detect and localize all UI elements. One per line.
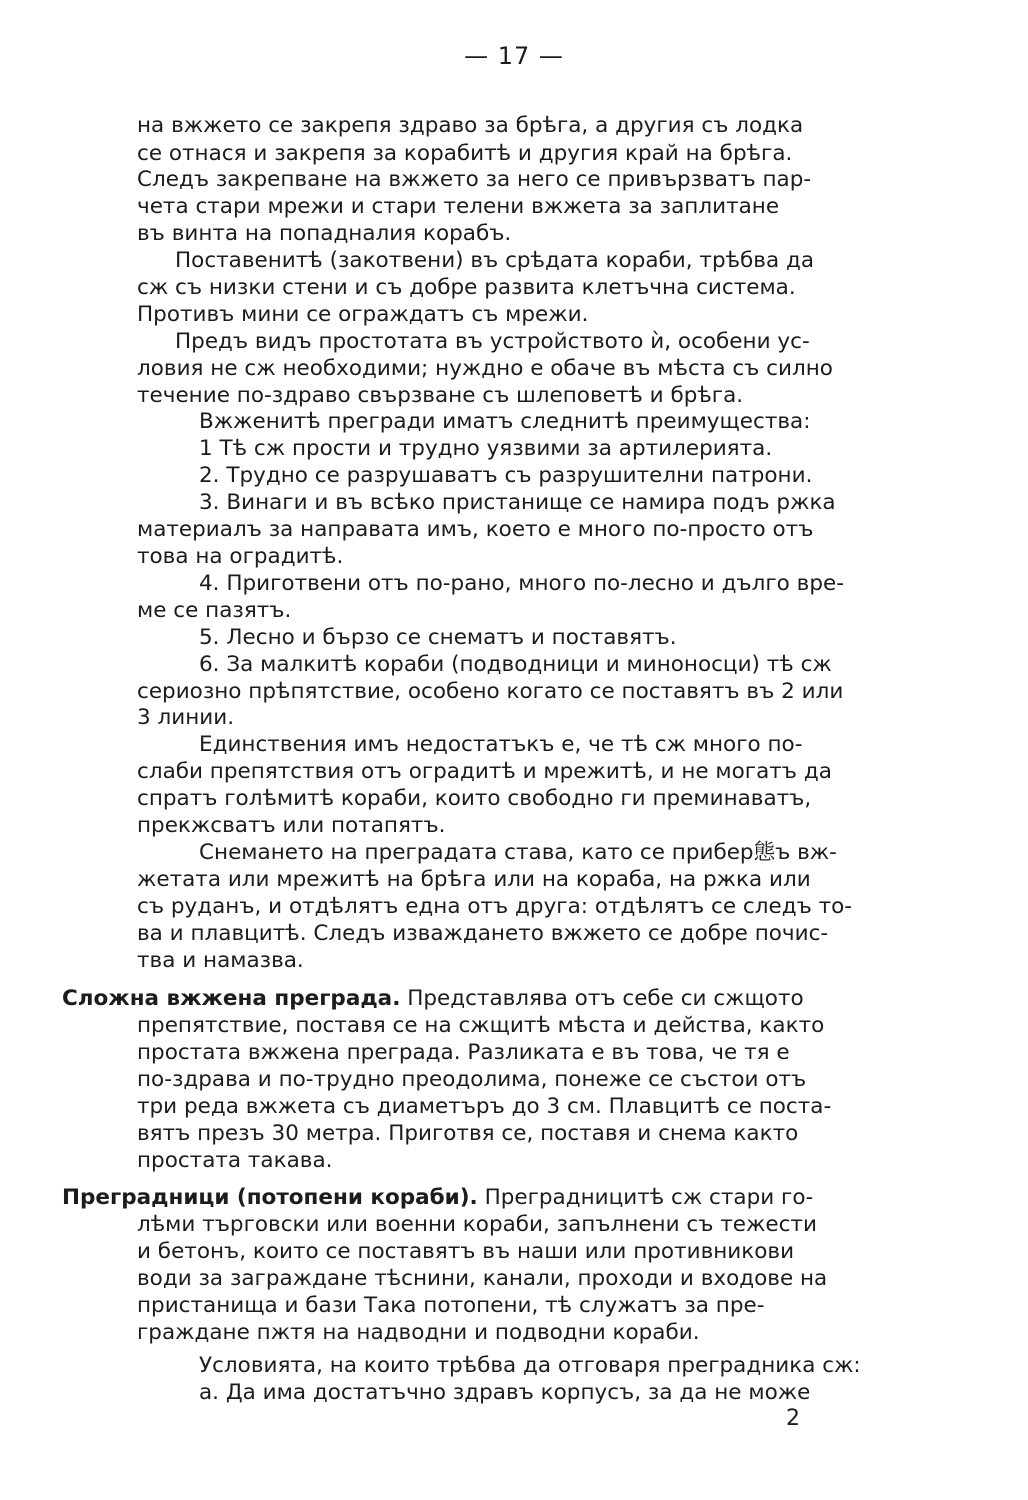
text-line: Условията, на които трѣбва да отговаря преградника сж: bbox=[199, 1353, 861, 1378]
text-line: съ руданъ, и отдѣлятъ една отъ друга: отдѣлятъ се следъ то- bbox=[137, 894, 853, 919]
text-line: а. Да има достатъчно здравъ корпусъ, за да не може bbox=[199, 1380, 811, 1405]
text-line: Вжженитѣ прегради иматъ следнитѣ преимущества: bbox=[199, 409, 811, 434]
text-line: вятъ презъ 30 метра. Приготвя се, поставя и снема както bbox=[137, 1121, 799, 1146]
text-line: препятствие, поставя се на сжщитѣ мѣста и действа, както bbox=[137, 1013, 825, 1038]
text-line: сж съ низки стени и съ добре развита клетъчна система. bbox=[137, 275, 796, 300]
text-line: Следъ закрепване на вжжето за него се привързватъ пар- bbox=[137, 167, 812, 192]
text-line: 3. Винаги и въ всѣко пристанище се намира подъ ржка bbox=[199, 490, 836, 515]
text-line: води за заграждане тѣснини, канали, проходи и входове на bbox=[137, 1266, 828, 1291]
text-line: три реда вжжета съ диаметъръ до 3 см. Плавцитѣ се поста- bbox=[137, 1094, 832, 1119]
section-heading: Преградници (потопени кораби). bbox=[62, 1185, 478, 1210]
text-line: спратъ голѣмитѣ кораби, които свободно ги преминаватъ, bbox=[137, 786, 812, 811]
text-line: Единствения имъ недостатъкъ е, че тѣ сж много по- bbox=[199, 732, 803, 757]
text-line: простата вжжена преграда. Разликата е въ това, че тя е bbox=[137, 1040, 790, 1065]
text-line: Поставенитѣ (закотвени) въ срѣдата кораби, трѣбва да bbox=[175, 248, 815, 273]
text-line: 1 Тѣ сж прости и трудно уязвими за артилерията. bbox=[199, 436, 773, 461]
text-line: лѣми търговски или военни кораби, запълнени съ тежести bbox=[137, 1212, 817, 1237]
text-line: 3 линии. bbox=[137, 705, 235, 730]
text-line: граждане пжтя на надводни и подводни кораби. bbox=[137, 1320, 700, 1345]
text-line: това на оградитѣ. bbox=[137, 544, 344, 569]
text-line: ва и плавцитѣ. Следъ изваждането вжжето се добре почис- bbox=[137, 921, 829, 946]
text-line: въ винта на попадналия корабъ. bbox=[137, 221, 512, 246]
text-line: 4. Приготвени отъ по-рано, много по-лесно и дълго вре- bbox=[199, 571, 844, 596]
text-line: по-здрава и по-трудно преодолима, понеже се състои отъ bbox=[137, 1067, 807, 1092]
text-line: слаби препятствия отъ оградитѣ и мрежитѣ, и не могатъ да bbox=[137, 759, 832, 784]
text-line: ловия не сж необходими; нуждно е обаче въ мѣста съ силно bbox=[137, 356, 833, 381]
text-line: тва и намазва. bbox=[137, 948, 304, 973]
text-line: Противъ мини се ограждатъ съ мрежи. bbox=[137, 302, 589, 327]
text-line: Снемането на преградата става, като се прибер態ъ вж- bbox=[199, 840, 837, 865]
text-line: простата такава. bbox=[137, 1148, 333, 1173]
text-line: 2. Трудно се разрушаватъ съ разрушителни патрони. bbox=[199, 463, 813, 488]
section-heading: Сложна вжжена преграда. bbox=[62, 986, 401, 1011]
text-line: на вжжето се закрепя здраво за брѣга, а другия съ лодка bbox=[137, 113, 804, 138]
text-line: течение по-здраво свързване съ шлеповетѣ и брѣга. bbox=[137, 383, 744, 408]
text-line: чета стари мрежи и стари телени вжжета за заплитане bbox=[137, 194, 780, 219]
text-line: ме се пазятъ. bbox=[137, 598, 292, 623]
text-line: 5. Лесно и бързо се снематъ и поставятъ. bbox=[199, 625, 677, 650]
page-number: — 17 — bbox=[464, 42, 564, 70]
text-line: материалъ за направата имъ, което е много по-просто отъ bbox=[137, 517, 814, 542]
text-line: се отнася и закрепя за корабитѣ и другия край на брѣга. bbox=[137, 141, 793, 166]
text-line: сериозно прѣпятствие, особено когато се поставятъ въ 2 или bbox=[137, 679, 844, 704]
text-line: пристанища и бази Така потопени, тѣ служатъ за пре- bbox=[137, 1293, 765, 1318]
text-line: жетата или мрежитѣ на брѣга или на кораба, на ржка или bbox=[137, 867, 811, 892]
text-line: Предъ видъ простотата въ устройството ѝ, особени ус- bbox=[175, 329, 810, 354]
text-line: прекжсватъ или потапятъ. bbox=[137, 813, 446, 838]
signature-mark: 2 bbox=[786, 1406, 800, 1431]
text-line: 6. За малкитѣ кораби (подводници и миноносци) тѣ сж bbox=[199, 652, 832, 677]
heading-run-on-text: Представлява отъ себе си сжщото bbox=[400, 986, 804, 1011]
heading-run-on-text: Преградницитѣ сж стари го- bbox=[477, 1185, 814, 1210]
text-line: и бетонъ, които се поставятъ въ наши или противникови bbox=[137, 1239, 795, 1264]
